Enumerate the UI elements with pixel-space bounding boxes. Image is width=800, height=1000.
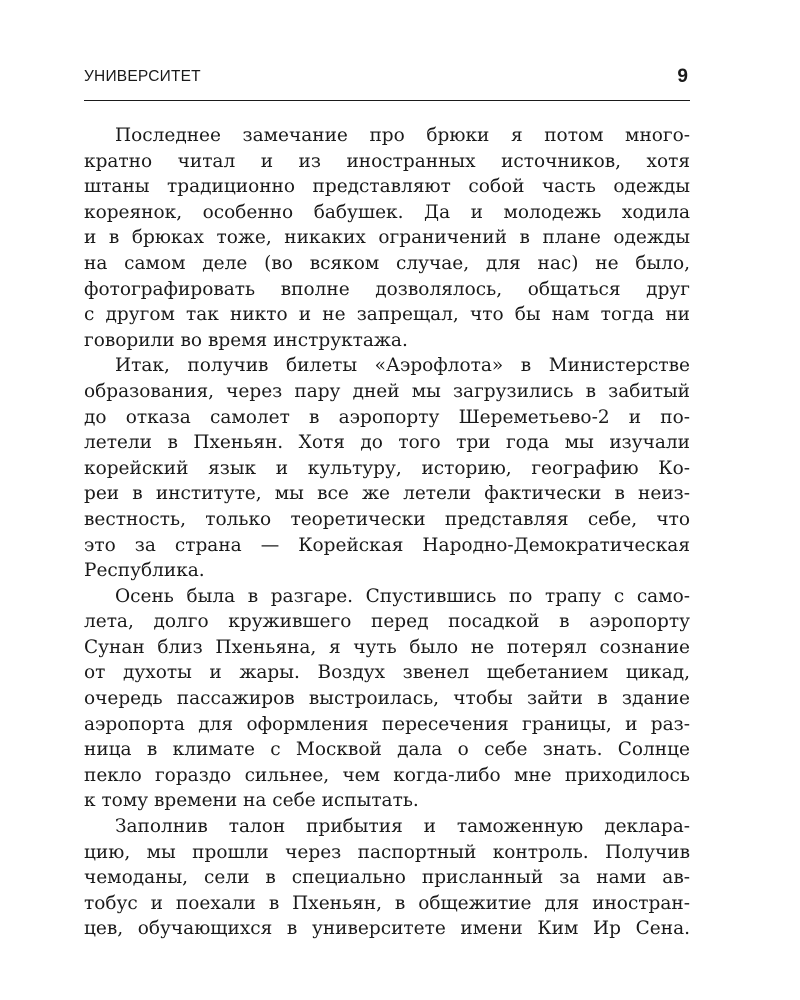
text-line: Заполнив талон прибытия и таможенную деклара-	[115, 816, 690, 838]
text-line: кратно читал и из иностранных источников, хотя	[84, 150, 690, 172]
running-header	[84, 66, 690, 94]
text-line: к тому времени на себе испытать.	[84, 790, 419, 812]
text-line: от духоты и жары. Воздух звенел щебетанием цикад,	[84, 662, 690, 684]
body-text	[84, 123, 690, 942]
paragraph	[84, 353, 690, 583]
paragraph	[84, 584, 690, 814]
text-line: лета, долго кружившего перед посадкой в аэропорту	[84, 611, 690, 633]
text-line: Итак, получив билеты «Аэрофлота» в Министерстве	[115, 355, 690, 377]
page-number: 9	[677, 66, 688, 87]
text-line: это за страна — Корейская Народно-Демократическая	[84, 534, 690, 556]
paragraph	[84, 123, 690, 353]
text-line: цию, мы прошли через паспортный контроль. Получив	[84, 841, 690, 863]
text-line: до отказа самолет в аэропорту Шереметьево-2 и по-	[84, 406, 690, 428]
text-line: кореянок, особенно бабушек. Да и молодежь ходила	[84, 201, 690, 223]
paragraph	[84, 814, 690, 942]
text-line: Последнее замечание про брюки я потом много-	[115, 125, 690, 146]
text-line: с другом так никто и не запрещал, что бы нам тогда ни	[84, 304, 690, 326]
running-title: УНИВЕРСИТЕТ	[84, 68, 201, 85]
text-line: аэропорта для оформления пересечения границы, и раз-	[84, 713, 690, 735]
text-line: цев, обучающихся в университете имени Ким Ир Сена.	[84, 918, 690, 940]
text-line: реи в институте, мы все же летели фактически в неиз-	[84, 483, 690, 505]
text-line: Республика.	[84, 560, 205, 582]
text-line: корейский язык и культуру, историю, географию Ко-	[84, 457, 690, 479]
text-line: на самом деле (во всяком случае, для нас) не было,	[84, 252, 690, 274]
header-rule	[84, 100, 690, 101]
text-line: образования, через пару дней мы загрузились в забитый	[84, 380, 690, 402]
text-line: очередь пассажиров выстроилась, чтобы зайти в здание	[84, 688, 690, 710]
text-line: летели в Пхеньян. Хотя до того три года мы изучали	[84, 432, 690, 454]
text-line: штаны традиционно представляют собой часть одежды	[84, 176, 690, 198]
text-line: чемоданы, сели в специально присланный за нами ав-	[84, 867, 690, 889]
text-line: и в брюках тоже, никаких ограничений в плане одежды	[84, 227, 690, 249]
text-line: тобус и поехали в Пхеньян, в общежитие для иностран-	[84, 892, 690, 914]
text-line: Сунан близ Пхеньяна, я чуть было не потерял сознание	[84, 636, 690, 658]
text-line: ница в климате с Москвой дала о себе знать. Солнце	[84, 739, 690, 761]
text-line: говорили во время инструктажа.	[84, 329, 408, 351]
text-line: Осень была в разгаре. Спустившись по трапу с само-	[115, 585, 690, 607]
text-line: фотографировать вполне дозволялось, общаться друг	[84, 278, 690, 300]
text-line: вестность, только теоретически представляя себе, что	[84, 508, 690, 530]
text-line: пекло гораздо сильнее, чем когда-либо мне приходилось	[84, 764, 690, 786]
